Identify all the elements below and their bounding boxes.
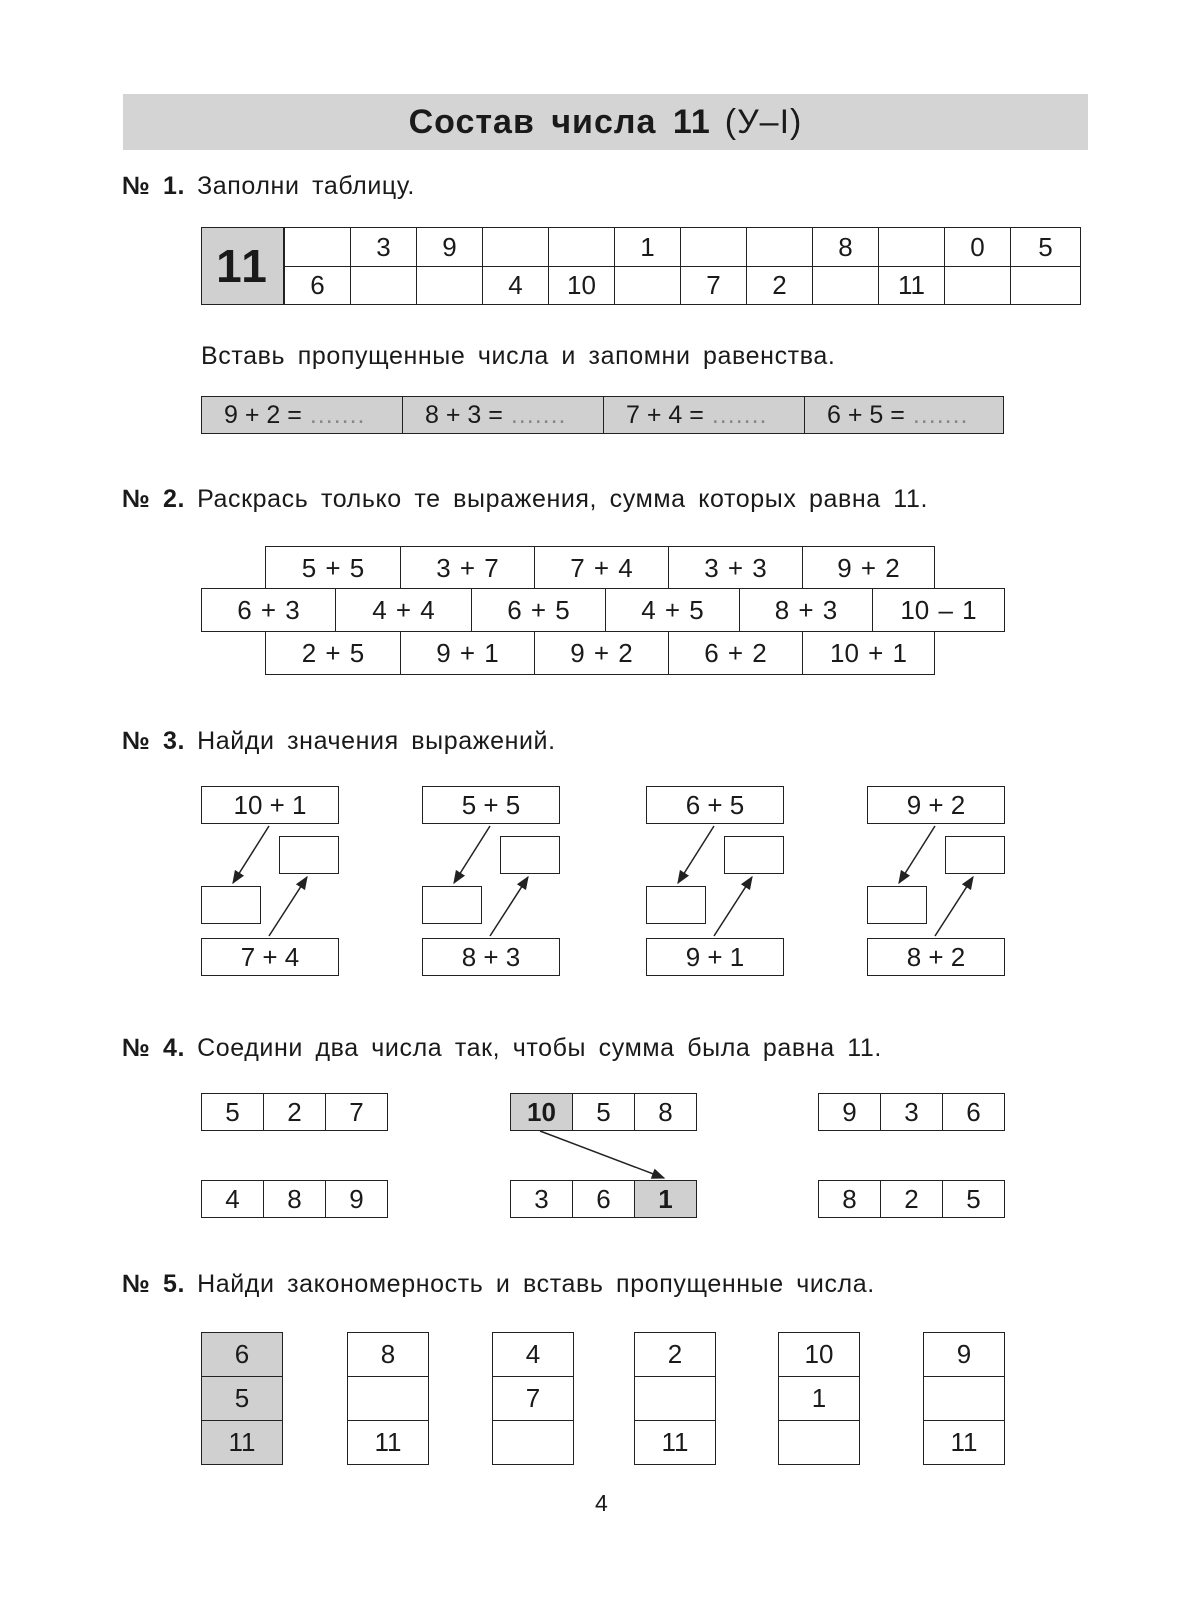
arrow-down [899, 826, 935, 883]
expression-brick[interactable]: 10 + 1 [802, 631, 935, 675]
equation-blank[interactable]: ....... [309, 400, 366, 429]
expression-box-top: 5 + 5 [422, 786, 560, 824]
expression-brick[interactable]: 4 + 4 [335, 588, 472, 632]
expression-brick[interactable]: 3 + 3 [668, 546, 803, 590]
number-cell-bottom[interactable]: 9 [325, 1180, 388, 1218]
pattern-cell[interactable]: 5 [201, 1376, 283, 1421]
table-cell-top[interactable]: 3 [350, 227, 417, 267]
number-cell-top[interactable]: 2 [263, 1093, 326, 1131]
table-cell-top[interactable]: 0 [944, 227, 1011, 267]
task3-text: Найди значения выражений. [197, 727, 556, 755]
task4-number: № 4. [122, 1034, 186, 1062]
arrow-down [233, 826, 269, 883]
equation-expression: 7 + 4 = [626, 400, 704, 429]
table-cell-bottom[interactable]: 4 [482, 266, 549, 305]
page-title: Состав числа 11 [408, 102, 711, 141]
pattern-cell[interactable]: 11 [634, 1420, 716, 1465]
expression-brick[interactable]: 7 + 4 [534, 546, 669, 590]
pattern-cell[interactable]: 11 [201, 1420, 283, 1465]
number-cell-top[interactable]: 9 [818, 1093, 881, 1131]
expression-brick[interactable]: 4 + 5 [605, 588, 740, 632]
task5-number: № 5. [122, 1270, 186, 1298]
pattern-cell[interactable]: 11 [347, 1420, 429, 1465]
number-cell-bottom[interactable]: 2 [880, 1180, 943, 1218]
page-title-suffix: (У–I) [724, 102, 803, 141]
pattern-cell[interactable]: 10 [778, 1332, 860, 1377]
number-cell-bottom[interactable]: 4 [201, 1180, 264, 1218]
task1-text: Заполни таблицу. [197, 172, 415, 200]
equation-blank[interactable]: ....... [711, 400, 768, 429]
table-cell-bottom[interactable]: 10 [548, 266, 615, 305]
arrow-up [714, 877, 752, 936]
expression-brick[interactable]: 10 – 1 [872, 588, 1005, 632]
expression-box-top: 6 + 5 [646, 786, 784, 824]
task2-number: № 2. [122, 485, 186, 513]
number-cell-bottom[interactable]: 8 [818, 1180, 881, 1218]
pattern-cell[interactable]: 11 [923, 1420, 1005, 1465]
expression-box-top: 10 + 1 [201, 786, 339, 824]
number-cell-top[interactable]: 7 [325, 1093, 388, 1131]
task2-text: Раскрась только те выражения, сумма которых равна 11. [197, 485, 929, 513]
table-cell-bottom[interactable]: 2 [746, 266, 813, 305]
number-cell-top[interactable]: 6 [942, 1093, 1005, 1131]
arrow-down [454, 826, 490, 883]
expression-box-bottom: 8 + 3 [422, 938, 560, 976]
equation-blank[interactable]: ....... [510, 400, 567, 429]
task3-number: № 3. [122, 727, 186, 755]
number-cell-top[interactable]: 5 [572, 1093, 635, 1131]
expression-brick[interactable]: 6 + 3 [201, 588, 336, 632]
arrow-up [935, 877, 973, 936]
pattern-cell[interactable]: 1 [778, 1376, 860, 1421]
number-cell-bottom[interactable]: 3 [510, 1180, 573, 1218]
table-cell-top[interactable]: 8 [812, 227, 879, 267]
expression-box-bottom: 9 + 1 [646, 938, 784, 976]
equation-expression: 9 + 2 = [224, 400, 302, 429]
table-cell-bottom[interactable]: 6 [284, 266, 351, 305]
number-cell-bottom[interactable]: 8 [263, 1180, 326, 1218]
task5-text: Найди закономерность и вставь пропущенные числа. [197, 1270, 875, 1298]
pattern-cell[interactable]: 2 [634, 1332, 716, 1377]
equation-blank[interactable]: ....... [912, 400, 969, 429]
number-cell-bottom[interactable]: 5 [942, 1180, 1005, 1218]
table-key-number: 11 [201, 227, 284, 305]
number-cell-top[interactable]: 5 [201, 1093, 264, 1131]
equation-expression: 6 + 5 = [827, 400, 905, 429]
number-cell-top[interactable]: 10 [510, 1093, 573, 1131]
pattern-cell[interactable]: 6 [201, 1332, 283, 1377]
arrow-up [269, 877, 307, 936]
task4-text: Соедини два числа так, чтобы сумма была равна 11. [197, 1034, 882, 1062]
page-number: 4 [595, 1490, 608, 1516]
expression-box-bottom: 8 + 2 [867, 938, 1005, 976]
expression-box-top: 9 + 2 [867, 786, 1005, 824]
pattern-cell[interactable]: 8 [347, 1332, 429, 1377]
table-cell-bottom[interactable]: 7 [680, 266, 747, 305]
expression-brick[interactable]: 8 + 3 [739, 588, 873, 632]
expression-brick[interactable]: 2 + 5 [265, 631, 401, 675]
number-cell-bottom[interactable]: 6 [572, 1180, 635, 1218]
task1-number: № 1. [122, 172, 186, 200]
table-cell-top[interactable]: 5 [1010, 227, 1081, 267]
expression-brick[interactable]: 5 + 5 [265, 546, 401, 590]
expression-brick[interactable]: 3 + 7 [400, 546, 535, 590]
number-cell-bottom[interactable]: 1 [634, 1180, 697, 1218]
expression-brick[interactable]: 9 + 2 [802, 546, 935, 590]
expression-brick[interactable]: 6 + 5 [471, 588, 606, 632]
arrow-up [490, 877, 528, 936]
expression-brick[interactable]: 9 + 2 [534, 631, 669, 675]
equation-expression: 8 + 3 = [425, 400, 503, 429]
pattern-cell[interactable]: 7 [492, 1376, 574, 1421]
expression-brick[interactable]: 9 + 1 [400, 631, 535, 675]
example-connection-arrow [540, 1131, 664, 1178]
task1-hint: Вставь пропущенные числа и запомни равенства. [201, 342, 836, 370]
number-cell-top[interactable]: 3 [880, 1093, 943, 1131]
table-cell-top[interactable]: 9 [416, 227, 483, 267]
expression-box-bottom: 7 + 4 [201, 938, 339, 976]
table-cell-bottom[interactable]: 11 [878, 266, 945, 305]
pattern-cell[interactable]: 4 [492, 1332, 574, 1377]
table-cell-top[interactable]: 1 [614, 227, 681, 267]
arrow-down [678, 826, 714, 883]
pattern-cell[interactable]: 9 [923, 1332, 1005, 1377]
number-cell-top[interactable]: 8 [634, 1093, 697, 1131]
expression-brick[interactable]: 6 + 2 [668, 631, 803, 675]
